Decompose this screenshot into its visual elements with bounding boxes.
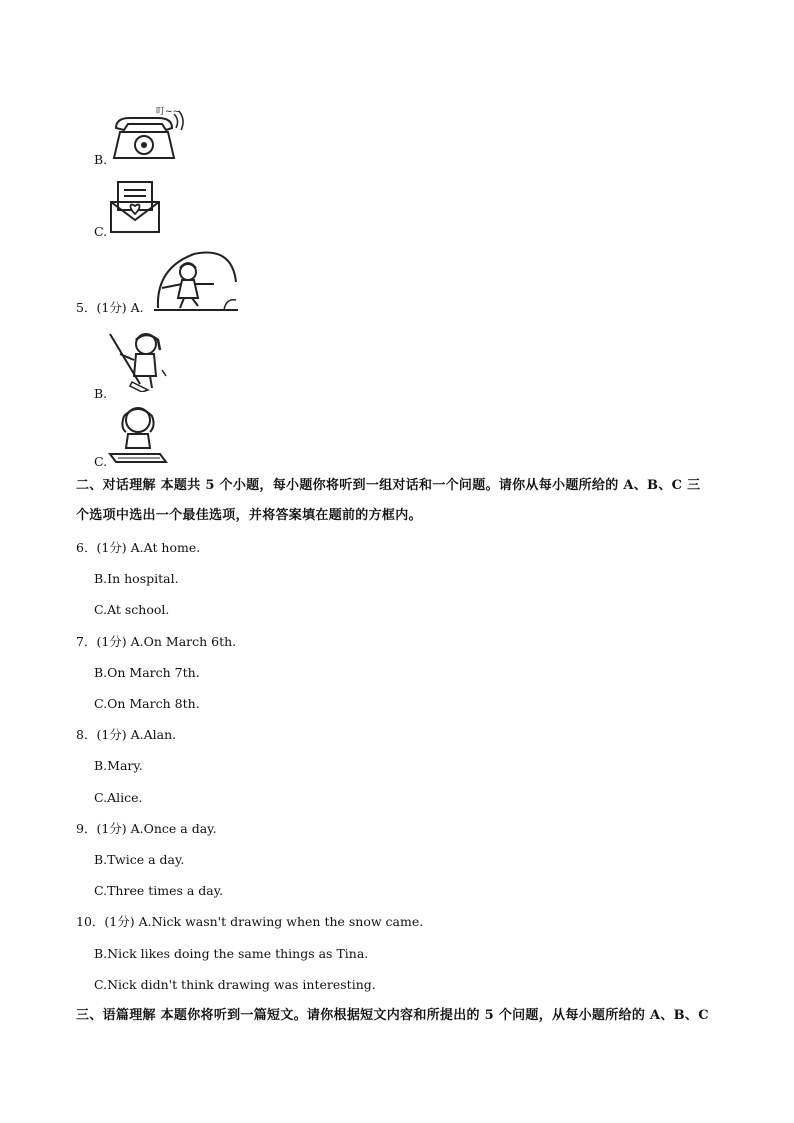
question-10-option-b: B.Nick likes doing the same things as Tina. bbox=[94, 946, 369, 961]
ring-sound-text: 叮~~ bbox=[156, 107, 181, 117]
question-8-option-c: C.Alice. bbox=[94, 790, 143, 805]
question-6-option-c: C.At school. bbox=[94, 602, 170, 617]
question-7-option-c: C.On March 8th. bbox=[94, 696, 200, 711]
envelope-heart-icon bbox=[108, 180, 162, 234]
question-10-option-a: 10．(1分) A.Nick wasn't drawing when the snow came. bbox=[76, 914, 424, 929]
question-10-option-c: C.Nick didn't think drawing was interesting. bbox=[94, 977, 376, 992]
question-9-option-c: C.Three times a day. bbox=[94, 883, 224, 898]
option-label: C. bbox=[94, 224, 108, 239]
drawing-girl-icon bbox=[106, 402, 172, 464]
question-6-option-a: 6．(1分) A.At home. bbox=[76, 540, 201, 555]
question-7-option-b: B.On March 7th. bbox=[94, 665, 200, 680]
option-label: B. bbox=[94, 152, 108, 167]
section-2-instruction-cont: 个选项中选出一个最佳选项，并将答案填在题前的方框内。 bbox=[76, 508, 422, 523]
question-8-option-a: 8．(1分) A.Alan. bbox=[76, 727, 177, 742]
section-2-instruction: 二、对话理解 本题共 5 个小题，每小题你将听到一组对话和一个问题。请你从每小题所给的 A、B、C 三 bbox=[76, 478, 701, 493]
option-label: C. bbox=[94, 454, 108, 469]
question-5-label: 5．(1分) A. bbox=[76, 300, 144, 315]
section-3-instruction: 三、语篇理解 本题你将听到一篇短文。请你根据短文内容和所提出的 5 个问题，从每小题所给的 A、B、C bbox=[76, 1008, 709, 1023]
question-6-option-b: B.In hospital. bbox=[94, 571, 179, 586]
question-9-option-b: B.Twice a day. bbox=[94, 852, 185, 867]
skipping-rope-girl-icon bbox=[154, 248, 240, 314]
question-9-option-a: 9．(1分) A.Once a day. bbox=[76, 821, 217, 836]
sweeping-girl-icon bbox=[106, 330, 172, 392]
question-7-option-a: 7．(1分) A.On March 6th. bbox=[76, 634, 237, 649]
question-8-option-b: B.Mary. bbox=[94, 758, 143, 773]
option-label: B. bbox=[94, 386, 108, 401]
